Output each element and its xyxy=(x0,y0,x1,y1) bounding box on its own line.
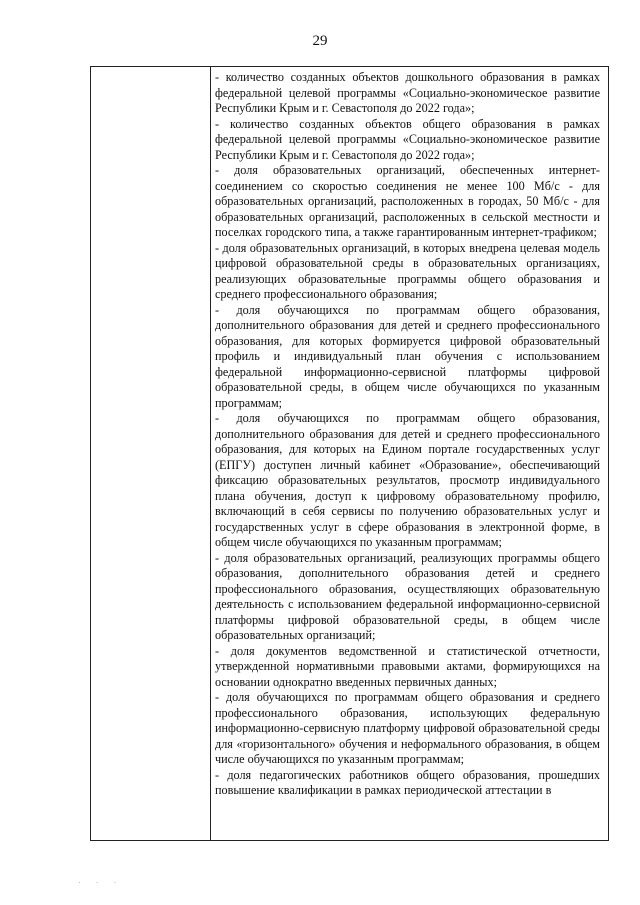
indicator-item: - количество созданных объектов дошкольного образования в рамках федеральной целевой программы «Социально-экономическое развитие Республики Крым и г. Севастополя до 2022 года»; xyxy=(215,70,600,115)
indicator-item: - доля образовательных организаций, в которых внедрена целевая модель цифровой образовательной среды в образовательных организациях, реализующих образовательные программы общего образования и среднего профессионального образования; xyxy=(215,240,600,301)
indicator-item: - количество созданных объектов общего образования в рамках федеральной целевой программы «Социально-экономическое развитие Республики Крым и г. Севастополя до 2022 года»; xyxy=(215,116,600,162)
indicator-item: - доля обучающихся по программам общего образования, дополнительного образования для детей и среднего профессионального образования, для которых на Едином портале государственных услуг (ЕПГУ) доступен личный кабинет «Образование», обеспечивающий фиксацию образовательных результатов, просмотр индивидуального плана обучения, доступ к цифровому образовательному профилю, включающий в себя сервисы по получению образовательных услуг и государственных услуг в сфере образования в электронной форме, в общем числе обучающихся по указанным программам; xyxy=(215,411,600,549)
indicator-item: - доля обучающихся по программам общего образования, дополнительного образования для детей и среднего профессионального образования, для которых формируется цифровой образовательный профиль и индивидуальный план обучения с использованием федеральной информационно-сервисной платформы цифровой образовательной среды, в общем числе обучающихся по указанным программам; xyxy=(215,302,600,410)
indicator-item: - доля образовательных организаций, реализующих программы общего образования, дополнительного образования детей и среднего профессионального образования, осуществляющих образовательную деятельность с использованием федеральной информационно-сервисной платформы цифровой образовательной среды, в общем числе образовательных организаций; xyxy=(215,550,600,642)
indicator-item: - доля документов ведомственной и статистической отчетности, утвержденной нормативными правовыми актами, формирующихся на основании однократно введенных первичных данных; xyxy=(215,643,600,689)
page-number: 29 xyxy=(312,33,328,49)
indicator-item: - доля образовательных организаций, обеспеченных интернет-соединением со скоростью соединения не менее 100 Мб/с - для образовательных организаций, расположенных в городах, 50 Мб/с - для образовательных организаций, расположенных в сельской местности и поселках городского типа, а также гарантированным интернет-трафиком; xyxy=(215,163,600,239)
document-table xyxy=(90,66,609,841)
indicator-item: - доля педагогических работников общего образования, прошедших повышение квалификации в рамках периодической аттестации в xyxy=(215,767,600,797)
table-right-column xyxy=(215,70,600,840)
scan-marks: . . . xyxy=(78,876,123,886)
indicator-item: - доля обучающихся по программам общего образования и среднего профессионального образования, использующих федеральную информационно-сервисную платформу цифровой образовательной среды для «горизонтального» обучения и неформального образования, в общем числе обучающихся по указанным программам; xyxy=(215,690,600,766)
table-left-column xyxy=(91,67,211,840)
